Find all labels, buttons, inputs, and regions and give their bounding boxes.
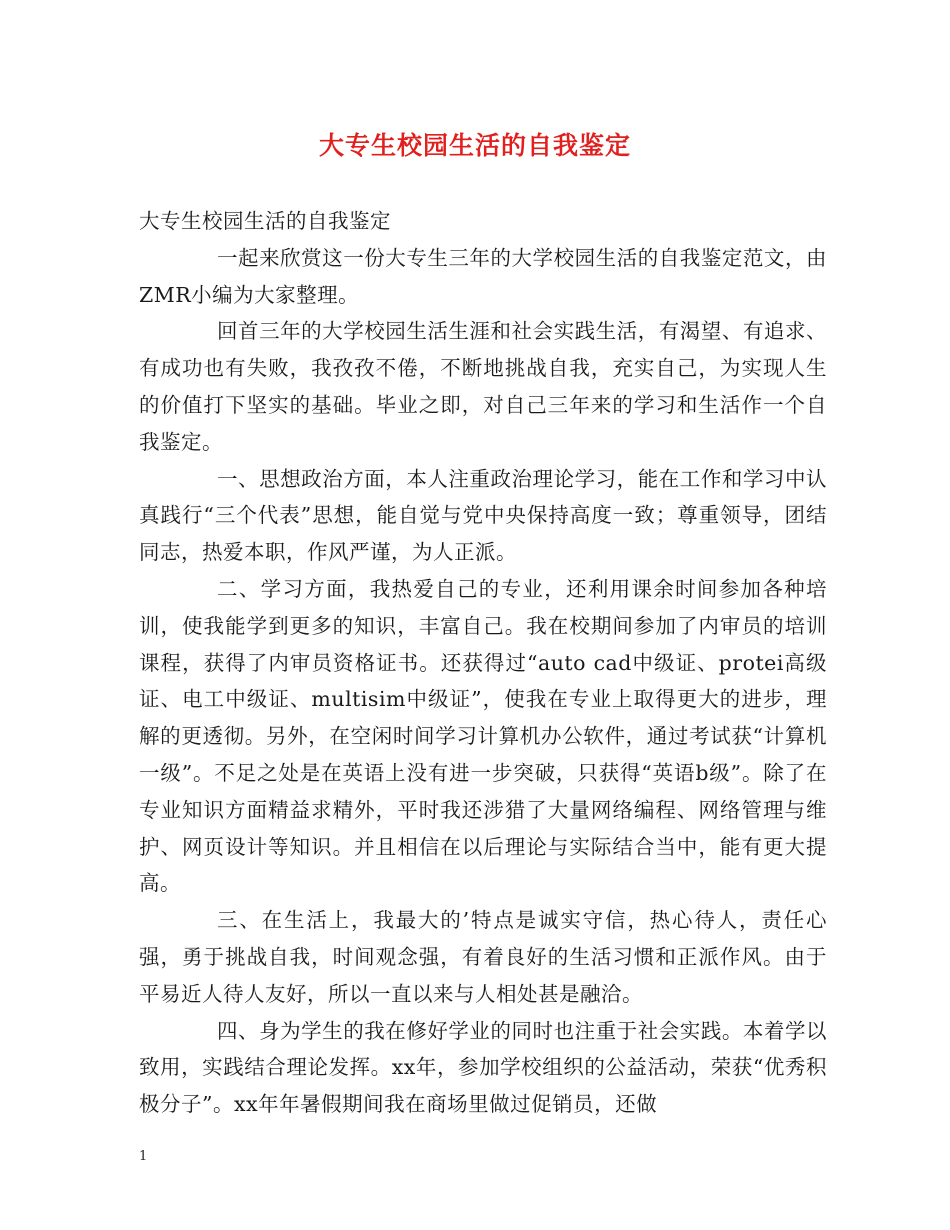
paragraph-practice: 四、身为学生的我在修好学业的同时也注重于社会实践。本着学以致用，实践结合理论发挥。xx年，参加学校组织的公益活动，荣获“优秀积极分子”。xx年年暑假期间我在商场里做过促销员，还做 (139, 1018, 827, 1117)
document-subtitle: 大专生校园生活的自我鉴定 (139, 209, 391, 233)
paragraph-review: 回首三年的大学校园生活生涯和社会实践生活，有渴望、有追求、有成功也有失败，我孜孜不倦，不断地挑战自我，充实自己，为实现人生的价值打下坚实的基础。毕业之即，对自己三年来的学习和生活作一个自我鉴定。 (139, 319, 827, 454)
paragraph-study: 二、学习方面，我热爱自己的专业，还利用课余时间参加各种培训，使我能学到更多的知识，丰富自己。我在校期间参加了内审员的培训课程，获得了内审员资格证书。还获得过“auto cad中级证、protei高级证、电工中级证、multisim中级证”，使我在专业上取得更大的进步，理解的更透彻。另外，在空闲时间学习计算机办公软件，通过考试获“计算机一级”。不足之处是在英语上没有进一步突破，只获得“英语b级”。除了在专业知识方面精益求精外，平时我还涉猎了大量网络编程、网络管理与维护、网页设计等知识。并且相信在以后理论与实际结合当中，能有更大提高。 (139, 576, 827, 896)
page-number: 1 (139, 1149, 148, 1164)
paragraph-intro: 一起来欣赏这一份大专生三年的大学校园生活的自我鉴定范文，由ZMR小编为大家整理。 (139, 245, 827, 307)
paragraph-life: 三、在生活上，我最大的’特点是诚实守信，热心待人，责任心强，勇于挑战自我，时间观念强，有着良好的生活习惯和正派作风。由于平易近人待人友好，所以一直以来与人相处甚是融洽。 (139, 908, 827, 1006)
document-title: 大专生校园生活的自我鉴定 (318, 131, 631, 160)
document-body (139, 203, 827, 1123)
paragraph-politics: 一、思想政治方面，本人注重政治理论学习，能在工作和学习中认真践行“三个代表”思想，能自觉与党中央保持高度一致；尊重领导，团结同志，热爱本职，作风严谨，为人正派。 (139, 466, 827, 565)
